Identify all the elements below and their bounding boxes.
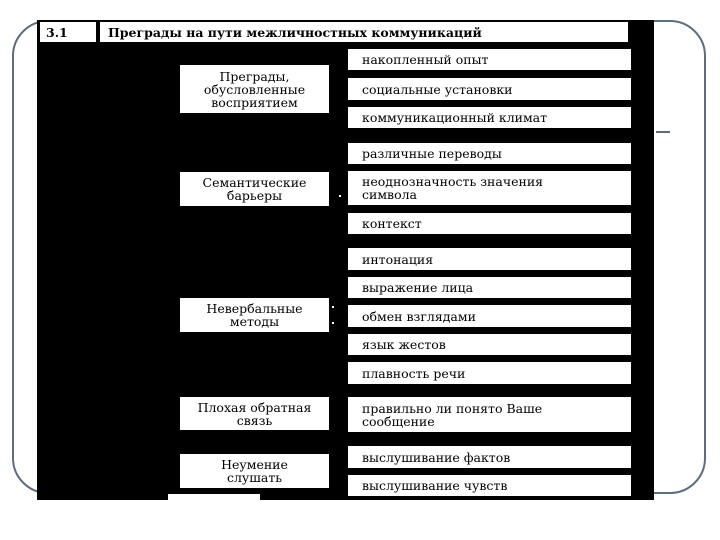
item-box: социальные установки (348, 78, 631, 100)
item-box: накопленный опыт (348, 49, 631, 70)
figure-number: 3.1 (40, 22, 96, 42)
category-nonverbal: Невербальные методы (180, 298, 329, 332)
footer-strip (168, 494, 260, 502)
item-box: различные переводы (348, 143, 631, 164)
item-box: правильно ли понято Ваше сообщение (348, 397, 631, 432)
item-box: выслушивание чувств (348, 475, 631, 496)
item-box: интонация (348, 248, 631, 270)
item-box: выслушивание фактов (348, 446, 631, 468)
item-box: плавность речи (348, 362, 631, 384)
scan-dot (339, 195, 341, 197)
scan-dot (332, 306, 334, 308)
category-semantic: Семантические барьеры (180, 172, 329, 206)
category-listening: Неумение слушать (180, 454, 329, 488)
figure-title: Преграды на пути межличностных коммуникаций (100, 22, 628, 42)
category-perception: Преграды, обусловленные восприятием (180, 65, 329, 113)
item-box: обмен взглядами (348, 305, 631, 327)
category-feedback: Плохая обратная связь (180, 397, 329, 430)
item-box: коммуникационный климат (348, 107, 631, 128)
item-box: контекст (348, 213, 631, 234)
frame-tick (656, 131, 670, 133)
item-box: выражение лица (348, 277, 631, 298)
item-box: язык жестов (348, 334, 631, 355)
item-box: неоднозначность значения символа (348, 171, 631, 205)
scan-dot (332, 322, 334, 324)
